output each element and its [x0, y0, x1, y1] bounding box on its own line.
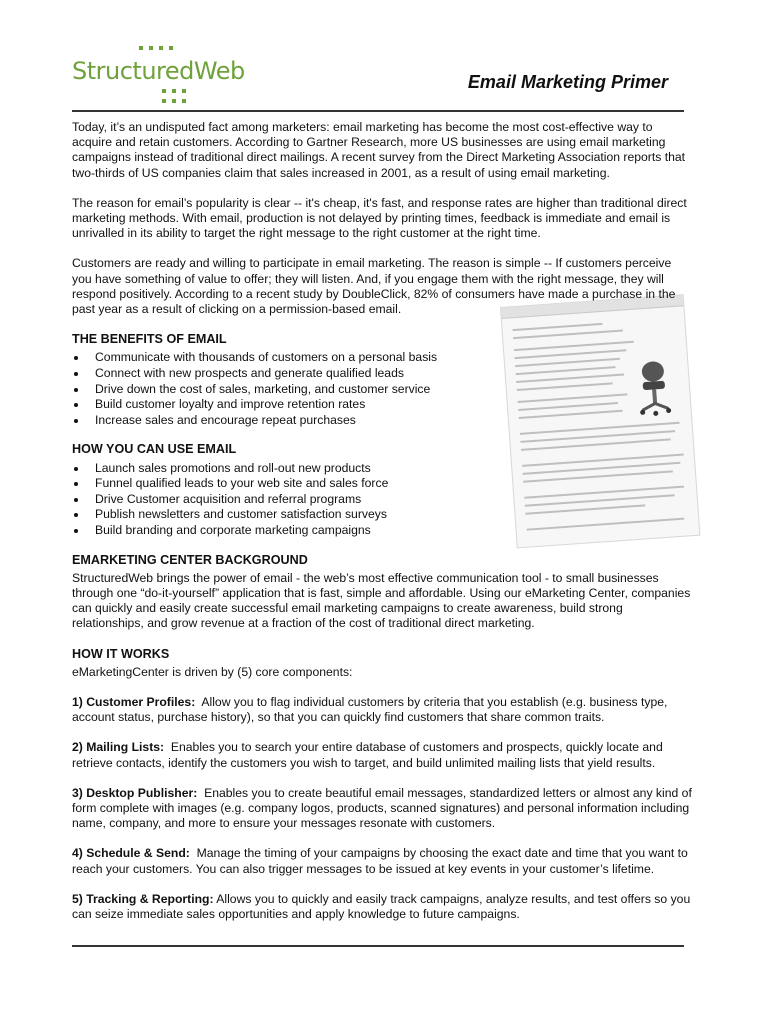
background-paragraph: StructuredWeb brings the power of email - the web’s most effective communication tool - to small businesses through one “do-it-yourself” application that is fast, simple and affordable. Using our eMarketing Center, companies can quickly and easily create successful email marketing campaigns to create awareness, build strong relationships, and grow revenue at a fraction of the cost of traditional direct marketing. [72, 570, 691, 631]
intro-paragraph-2: The reason for email’s popularity is clear -- it's cheap, it's fast, and response rates are higher than traditional direct marketing methods. With email, production is not delayed by printing times, feedback is immediate and email is unrivalled in its ability to target the right message to the right customer at the right time. [72, 195, 687, 241]
component-name: 3) Desktop Publisher: [72, 785, 198, 800]
footer-rule [72, 945, 684, 947]
component-text: Allows you to quickly and easily track campaigns, analyze results, and test offers so you can seize immediate sales opportunities and apply knowledge to future campaigns. [72, 891, 691, 922]
logo-text: StructuredWeb [72, 57, 245, 85]
component-text: Manage the timing of your campaigns by choosing the exact date and time that you want to reach your customers. You can also trigger messages to be issued at key events in your customer’s lifetime. [72, 846, 688, 876]
benefits-list [72, 350, 517, 428]
list-item: Build branding and corporate marketing campaigns [72, 523, 517, 539]
list-item: Increase sales and encourage repeat purchases [72, 413, 517, 429]
structuredweb-logo [72, 44, 245, 108]
document-body [72, 120, 692, 937]
component-customer-profiles [72, 695, 692, 725]
intro-paragraph-3: Customers are ready and willing to participate in email marketing. The reason is simple -- If customers perceive you have something of value to offer; they will listen. And, if you engage them with the right message, they will respond positively. According to a recent study by DoubleClick, 82% of consumers have made a purchase in the past year as a result of clicking on a permission-based email. [72, 256, 676, 317]
component-name: 1) Customer Profiles: [72, 695, 196, 709]
component-name: 5) Tracking & Reporting: [72, 891, 214, 906]
background-heading: EMARKETING CENTER BACKGROUND [72, 552, 308, 567]
list-item: Connect with new prospects and generate qualified leads [72, 366, 517, 382]
component-name: 4) Schedule & Send: [72, 846, 190, 861]
intro-paragraph-1: Today, it’s an undisputed fact among marketers: email marketing has become the most cost-effective way to acquire and retain customers. According to Gartner Research, more US businesses are using email marketing campaigns instead of traditional direct mailings. A recent survey from the Direct Marketing Association reports that two-thirds of US companies claim that sales increased in 2001, as a result of using email marketing. [72, 120, 686, 180]
header-rule [72, 110, 684, 112]
component-name: 2) Mailing Lists: [72, 740, 165, 755]
list-item: Drive down the cost of sales, marketing, and customer service [72, 382, 517, 398]
component-text: Enables you to search your entire database of customers and prospects, quickly locate and retrieve contacts, identify the customers you wish to target, and build unlimited mailing lists that yield results. [72, 740, 663, 770]
benefits-heading: THE BENEFITS OF EMAIL [72, 332, 227, 347]
component-mailing-lists [72, 740, 692, 770]
logo-dots-top-icon [139, 46, 173, 50]
component-text: Enables you to create beautiful email messages, standardized letters or almost any kind of form complete with images (e.g. company logos, products, scanned signatures) and personal information including name, company, and more to ensure your messages resonate with customers. [72, 785, 692, 831]
component-tracking-reporting [72, 892, 692, 922]
document-title: Email Marketing Primer [467, 72, 668, 92]
component-schedule-send [72, 846, 692, 876]
how-heading: HOW IT WORKS [72, 646, 170, 661]
uses-list [72, 461, 517, 539]
uses-heading: HOW YOU CAN USE EMAIL [72, 442, 237, 457]
list-item: Launch sales promotions and roll-out new products [72, 461, 517, 477]
list-item: Communicate with thousands of customers on a personal basis [72, 350, 517, 366]
list-item: Funnel qualified leads to your web site and sales force [72, 476, 517, 492]
component-text: Allow you to flag individual customers by criteria that you establish (e.g. business type, account status, purchase history), so that you can quickly find customers that share common traits. [72, 695, 668, 725]
list-item: Build customer loyalty and improve retention rates [72, 397, 517, 413]
how-intro: eMarketingCenter is driven by (5) core components: [72, 664, 353, 679]
logo-dots-bottom-icon [162, 89, 186, 103]
component-desktop-publisher [72, 786, 692, 832]
list-item: Publish newsletters and customer satisfaction surveys [72, 507, 517, 523]
list-item: Drive Customer acquisition and referral programs [72, 492, 517, 508]
